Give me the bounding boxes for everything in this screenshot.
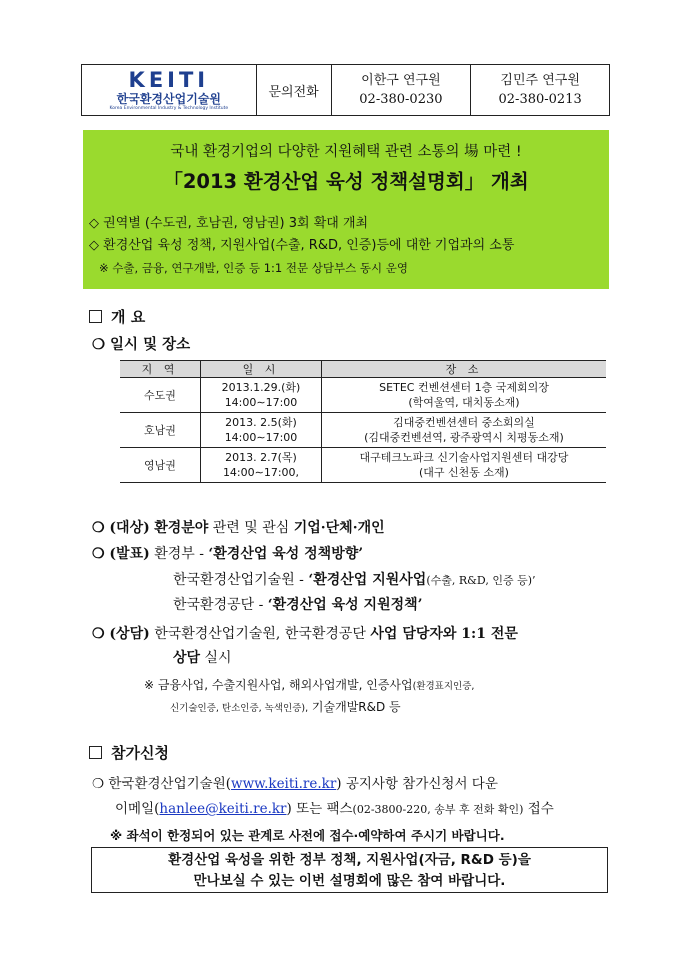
logo-mark: KEITI [128,67,210,92]
consult-line-2: 상담 실시 [173,650,232,666]
presentation-line-2: 한국환경산업기술원 - ‘환경산업 지원사업(수출, R&D, 인증 등)’ [173,572,536,588]
contact-person-2 [471,65,609,115]
contact-person-1 [332,65,472,115]
closing-line-2: 만나보실 수 있는 이번 설명회에 많은 참여 바랍니다. [193,873,506,889]
contact-name: 이한구 연구원 [361,73,441,88]
contact-header-table [81,64,610,116]
table-row [120,448,606,483]
closing-box [91,847,608,893]
target-line: ❍ (대상) 환경분야 관련 및 관심 기업·단체·개인 [92,520,385,536]
checkbox-square-icon [89,310,102,323]
email-link[interactable]: hanlee@keiti.re.kr [159,801,287,817]
region-cell: 호남권 [120,413,201,448]
table-header: 일 시 [201,361,322,378]
highlight-bullet: ◇ 환경산업 육성 정책, 지원사업(수출, R&D, 인증)등에 대한 기업과의 소통 [89,238,515,253]
highlight-bullet: ◇ 권역별 (수도권, 호남권, 영남권) 3회 확대 개최 [89,216,369,231]
closing-line-1: 환경산업 육성을 위한 정부 정책, 지원사업(자금, R&D 등)을 [168,852,531,868]
datetime-cell: 2013. 2.5(화) 14:00∼17:00 [201,413,322,448]
registration-note: ※ 좌석이 한정되어 있는 관계로 사전에 접수·예약하여 주시기 바랍니다. [110,828,505,843]
table-header: 장 소 [322,361,607,378]
datetime-cell: 2013. 2.7(목) 14:00∼17:00, [201,448,322,483]
region-cell: 영남권 [120,448,201,483]
region-cell: 수도권 [120,378,201,413]
presentation-line-1: ❍ (발표) 환경부 - ‘환경산업 육성 정책방향’ [92,546,364,562]
contact-name: 김민주 연구원 [500,73,580,88]
registration-line-2: 이메일(hanlee@keiti.re.kr) 또는 팩스(02-3800-220, 송부 후 전화 확인) 접수 [115,801,554,817]
schedule-table [120,360,606,483]
consult-line: ❍ (상담) 한국환경산업기술원, 한국환경공단 사업 담당자와 1:1 전문 [92,626,518,642]
section-registration-heading: 참가신청 [89,742,169,763]
website-link[interactable]: www.keiti.re.kr [231,776,337,792]
highlight-title: 「2013 환경산업 육성 정책설명회」 개최 [163,170,529,193]
venue-cell: SETEC 컨벤션센터 1층 국제회의장 (학여울역, 대치동소재) [322,378,607,413]
contact-phone: 02-380-0213 [498,92,582,107]
datetime-cell: 2013.1.29.(화) 14:00∼17:00 [201,378,322,413]
logo-name: 한국환경산업기술원 [116,91,221,106]
contact-phone: 02-380-0230 [359,92,443,107]
presentation-line-3: 한국환경공단 - ‘환경산업 육성 지원정책’ [173,597,423,613]
table-row [120,378,606,413]
logo-english: Korea Environmental Industry & Technology Institute [109,105,229,111]
highlight-box [83,130,609,289]
venue-cell: 대구테크노파크 신기술사업지원센터 대강당 (대구 신천동 소재) [322,448,607,483]
section-overview-heading: 개 요 [89,306,145,327]
schedule-heading: ❍ 일시 및 장소 [92,336,191,353]
consult-note-2: 신기술인증, 탄소인증, 녹색인증), 기술개발R&D 등 [170,700,401,714]
table-row [120,413,606,448]
venue-cell: 김대중컨벤션센터 중소회의실 (김대중컨벤션역, 광주광역시 치평동소재) [322,413,607,448]
contact-label: 문의전화 [257,65,332,115]
checkbox-square-icon [89,746,102,759]
table-header: 지 역 [120,361,201,378]
keiti-logo [82,65,257,115]
highlight-subtitle: 국내 환경기업의 다양한 지원혜택 관련 소통의 場 마련 ! [170,144,522,160]
registration-line-1: ❍ 한국환경산업기술원(www.keiti.re.kr) 공지사항 참가신청서 다운 [92,776,498,792]
highlight-note: ※ 수출, 금융, 연구개발, 인증 등 1:1 전문 상담부스 동시 운영 [99,261,408,275]
consult-note: ※ 금융사업, 수출지원사업, 해외사업개발, 인증사업(환경표지인증, [144,678,475,692]
